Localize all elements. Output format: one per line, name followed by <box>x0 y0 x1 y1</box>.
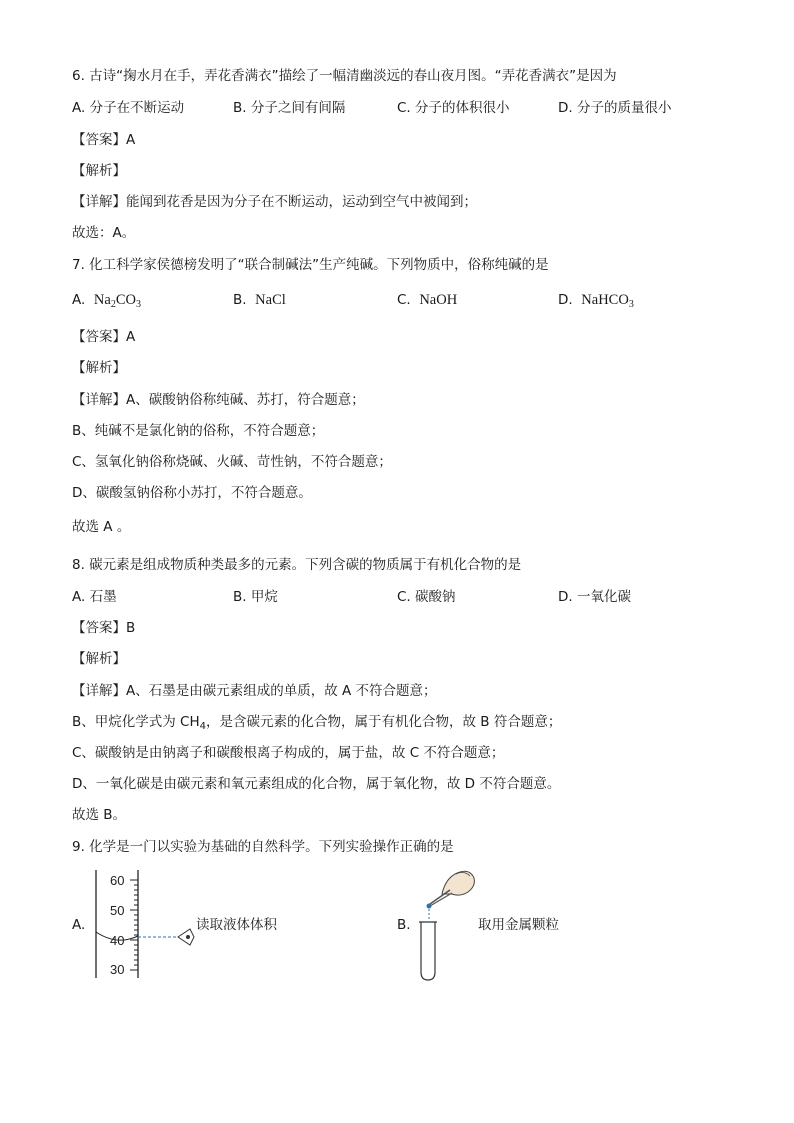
tick-label-60: 60 <box>110 873 125 888</box>
q6-conclusion: 故选：A。 <box>72 225 136 241</box>
q9-option-a-letter: A. <box>72 917 86 933</box>
q9-option-a-caption: 读取液体体积 <box>196 917 277 933</box>
q9-option-b-caption: 取用金属颗粒 <box>478 917 559 933</box>
q6-stem: 6. 古诗“掬水月在手，弄花香满衣”描绘了一幅清幽淡远的春山夜月图。“弄花香满衣”是因为 <box>72 68 617 84</box>
tick-label-50: 50 <box>110 903 125 918</box>
q7-detail-b: B、纯碱不是氯化钠的俗称，不符合题意； <box>72 423 325 439</box>
tweezers-icon <box>430 890 450 904</box>
q8-detail-d: D、一氧化碳是由碳元素和氧元素组成的化合物，属于氧化物，故 D 不符合题意。 <box>72 776 561 792</box>
q9-option-b-letter: B. <box>397 917 411 933</box>
q6-option-d: D. 分子的质量很小 <box>558 100 672 116</box>
q7-option-a: A. $Na_2CO_3$ <box>72 292 141 310</box>
q6-analysis-label: 【解析】 <box>72 163 126 179</box>
cylinder-ticks <box>130 880 138 970</box>
q8-conclusion: 故选 B。 <box>72 807 127 823</box>
q8-option-d: D. 一氧化碳 <box>558 589 631 605</box>
tick-label-40: 40 <box>110 933 125 948</box>
q8-detail-c: C、碳酸钠是由钠离子和碳酸根离子构成的，属于盐，故 C 不符合题意； <box>72 745 505 761</box>
q7-detail-c: C、氢氧化钠俗称烧碱、火碱、苛性钠，不符合题意； <box>72 454 392 470</box>
q7-stem: 7. 化工科学家侯德榜发明了“联合制碱法”生产纯碱。下列物质中，俗称纯碱的是 <box>72 257 549 273</box>
q7-option-d: D. NaHCO$_3$ <box>558 292 634 310</box>
q8-answer: 【答案】B <box>72 620 136 636</box>
q9-stem: 9. 化学是一门以实验为基础的自然科学。下列实验操作正确的是 <box>72 839 454 855</box>
metal-granule-icon <box>427 904 432 909</box>
graduated-cylinder-diagram <box>90 866 200 982</box>
q6-option-a: A. 分子在不断运动 <box>72 100 185 116</box>
q8-option-a: A. 石墨 <box>72 589 117 605</box>
q8-detail-a: 【详解】A、石墨是由碳元素组成的单质，故 A 不符合题意； <box>72 683 437 699</box>
q7-detail-a: 【详解】A、碳酸钠俗称纯碱、苏打，符合题意； <box>72 392 365 408</box>
q6-answer: 【答案】A <box>72 132 136 148</box>
q7-answer: 【答案】A <box>72 329 136 345</box>
q6-option-c: C. 分子的体积很小 <box>397 100 510 116</box>
q7-option-b: B. NaCl <box>233 292 286 308</box>
q8-detail-b: B、甲烷化学式为 $CH_4$，是含碳元素的化合物，属于有机化合物，故 B 符合题意； <box>72 714 562 732</box>
q7-analysis-label: 【解析】 <box>72 360 126 376</box>
q8-analysis-label: 【解析】 <box>72 651 126 667</box>
q8-option-b: B. 甲烷 <box>233 589 278 605</box>
q7-conclusion: 故选 A 。 <box>72 519 131 535</box>
test-tube-tweezers-diagram <box>412 864 482 986</box>
q7-option-c: C. NaOH <box>397 292 458 308</box>
q8-stem: 8. 碳元素是组成物质种类最多的元素。下列含碳的物质属于有机化合物的是 <box>72 557 522 573</box>
q6-detail: 【详解】能闻到花香是因为分子在不断运动，运动到空气中被闻到； <box>72 194 477 210</box>
test-tube-icon <box>421 922 435 980</box>
tick-label-30: 30 <box>110 962 125 977</box>
q6-option-b: B. 分子之间有间隔 <box>233 100 346 116</box>
q7-detail-d: D、碳酸氢钠俗称小苏打，不符合题意。 <box>72 485 312 501</box>
q8-option-c: C. 碳酸钠 <box>397 589 456 605</box>
